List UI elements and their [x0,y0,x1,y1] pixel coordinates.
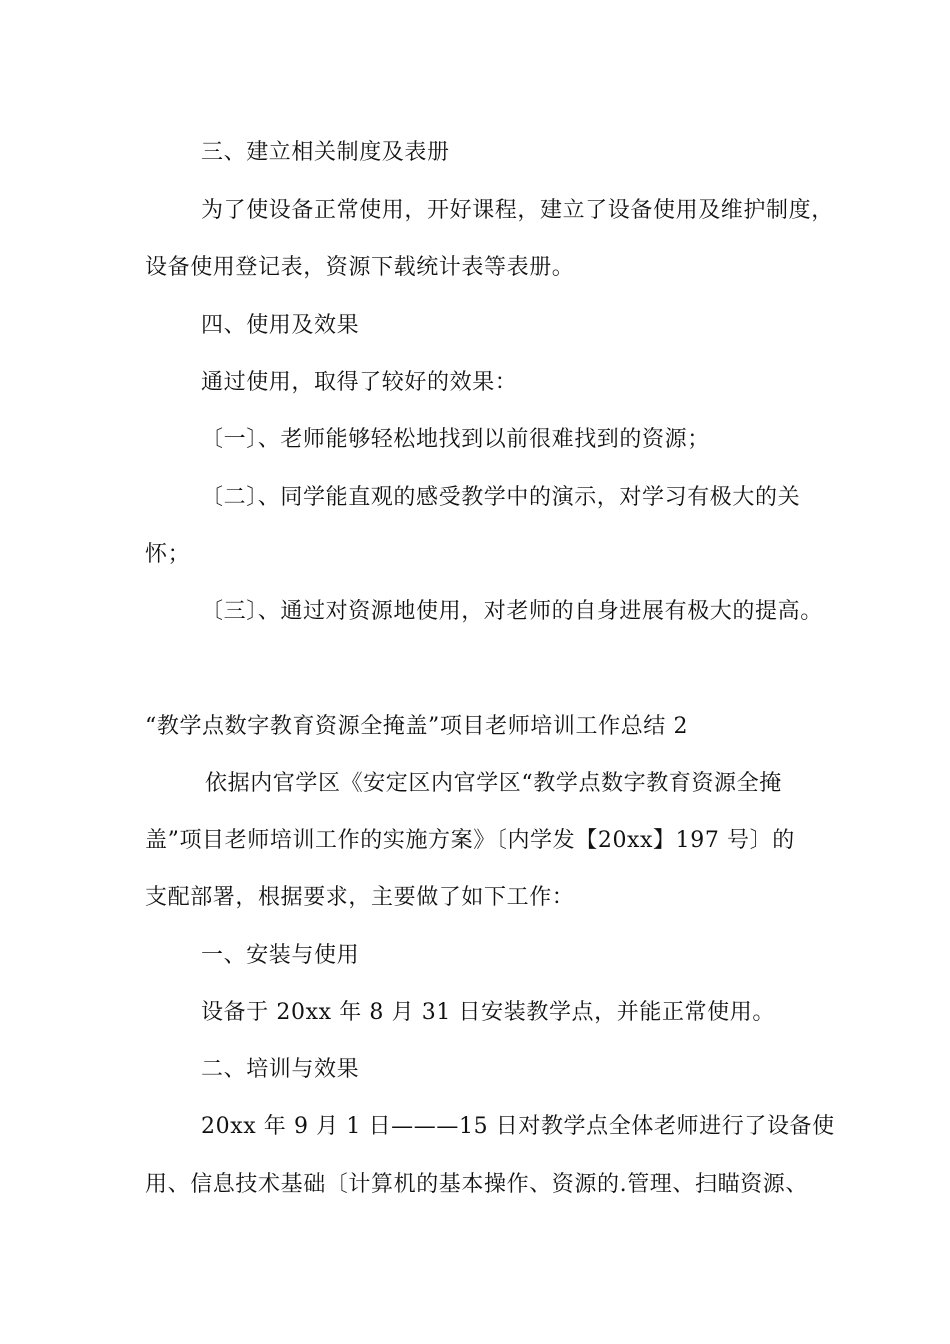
list-item: 〔三〕、通过对资源地使用，对老师的自身进展有极大的提高。 [201,599,823,624]
paragraph-line: 设备于 20xx 年 8 月 31 日安装教学点，并能正常使用。 [201,1000,775,1025]
heading-section-1: 一、安装与使用 [201,943,360,968]
document-title: “教学点数字教育资源全掩盖”项目老师培训工作总结 2 [145,714,689,739]
paragraph-line: 用、信息技术基础〔计算机的基本操作、资源的.管理、扫瞄资源、 [145,1172,808,1197]
paragraph-line: 通过使用，取得了较好的效果： [201,370,518,395]
paragraph-line: 盖”项目老师培训工作的实施方案》〔内学发【20xx】197 号〕的 [145,828,795,853]
paragraph-line: 支配部署，根据要求，主要做了如下工作： [145,885,575,910]
paragraph-line: 20xx 年 9 月 1 日———15 日对教学点全体老师进行了设备使 [201,1114,835,1139]
paragraph-line: 为了使设备正常使用，开好课程，建立了设备使用及维护制度， [201,198,834,223]
heading-section-4: 四、使用及效果 [201,313,360,338]
list-item-continuation: 怀； [145,542,191,567]
list-item: 〔一〕、老师能够轻松地找到以前很难找到的资源； [201,427,710,452]
paragraph-line: 设备使用登记表，资源下载统计表等表册。 [145,255,575,280]
paragraph-line: 依据内官学区《安定区内官学区“教学点数字教育资源全掩 [205,771,782,796]
heading-section-3: 三、建立相关制度及表册 [201,140,450,165]
list-item: 〔二〕、同学能直观的感受教学中的演示，对学习有极大的关 [201,485,801,510]
heading-section-2: 二、培训与效果 [201,1057,360,1082]
